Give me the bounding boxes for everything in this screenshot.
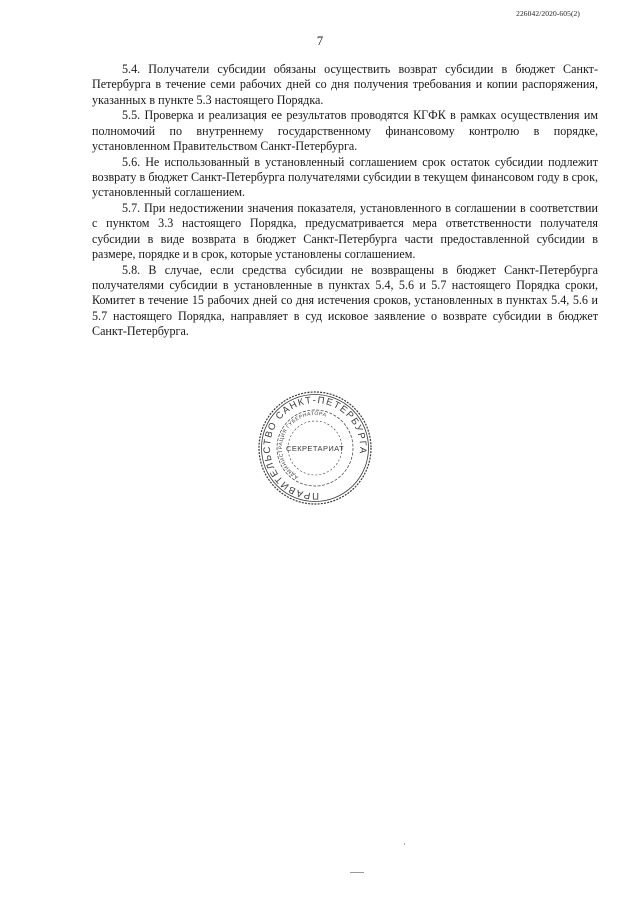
paragraph-5-8: 5.8. В случае, если средства субсидии не возвращены в бюджет Санкт-Петербурга получателями субсидии в установленные в пунктах 5.4, 5.6 и 5.7 настоящего Порядка сроки, Комитет в течение 15 рабочих дней со дня истечения сроков, установленных в пунктах 5.4, 5.6 и 5.7 настоящего Порядка, направляет в суд исковое заявление о возврате субсидии в бюджет Санкт-Петербурга. — [92, 262, 598, 339]
page-number: 7 — [316, 34, 324, 48]
seal-outer-text: ПРАВИТЕЛЬСТВО САНКТ-ПЕТЕРБУРГА — [261, 394, 369, 502]
footer-dash — [350, 872, 364, 873]
seal-center-text: СЕКРЕТАРИАТ — [286, 444, 344, 453]
paragraph-5-6: 5.6. Не использованный в установленный соглашением срок остаток субсидии подлежит возврату в бюджет Санкт-Петербурга получателями субсидии в текущем финансовом году в срок, установленный соглашением. — [92, 154, 598, 200]
paragraph-5-7: 5.7. При недостижении значения показателя, установленного в соглашении в соответствии с пунктом 3.3 настоящего Порядка, предусматривается мера ответственности получателя субсидии в виде возврата в бюджет Санкт-Петербурга части предоставленной субсидии в размере, порядке и в срок, которые установлены соглашением. — [92, 201, 598, 262]
document-body — [92, 62, 598, 340]
paragraph-5-4: 5.4. Получатели субсидии обязаны осуществить возврат субсидии в бюджет Санкт-Петербурга в течение семи рабочих дней со дня получения требования и копии распоряжения, указанных в пункте 5.3 настоящего Порядка. — [92, 62, 598, 107]
paragraph-5-5: 5.5. Проверка и реализация ее результатов проводятся КГФК в рамках осуществления им полномочий по внутреннему государственному финансовому контролю в порядке, установленном Правительством Санкт-Петербурга. — [92, 108, 598, 153]
scan-speck — [404, 843, 405, 845]
seal-inner-text: АДМИНИСТРАЦИЯ ГУБЕРНАТОРА — [277, 410, 328, 480]
official-seal-stamp — [256, 389, 374, 507]
document-number: 226042/2020-605(2) — [516, 9, 580, 18]
seal-graphic — [256, 389, 374, 507]
